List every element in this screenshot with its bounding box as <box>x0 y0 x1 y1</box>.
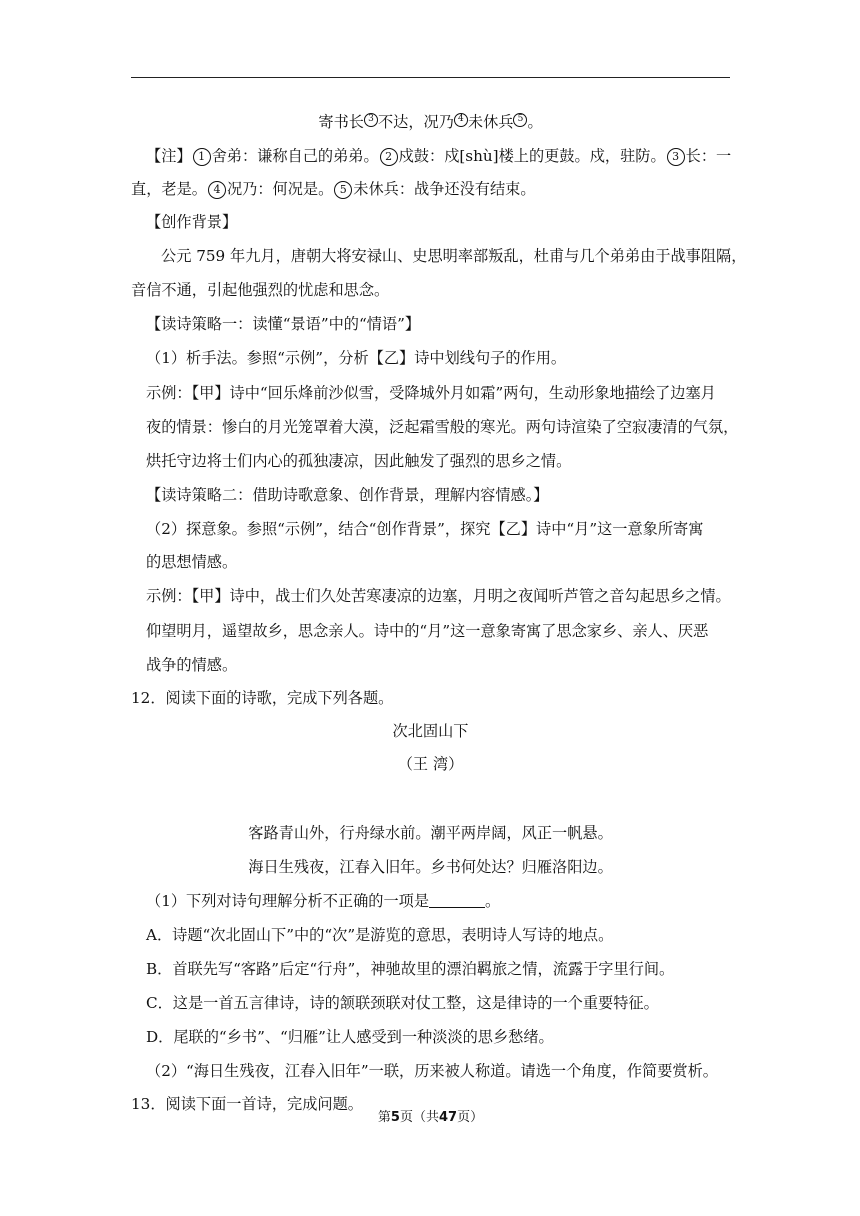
page-number: 5 <box>390 1110 400 1125</box>
note-marker-2: 2 <box>380 148 398 166</box>
strategy1-heading: 【读诗策略一：读懂“景语”中的“情语”】 <box>146 315 421 333</box>
footnote-marker-5: 5 <box>513 113 527 127</box>
header-rule <box>131 77 730 78</box>
option-b: B．首联先写“客路”后定“行舟”，神驰故里的漂泊羁旅之情，流露于字里行间。 <box>146 960 675 978</box>
strategy2-heading: 【读诗策略二：借助诗歌意象、创作背景，理解内容情感。】 <box>146 486 549 504</box>
example2-line-2: 仰望明月，遥望故乡，思念亲人。诗中的“月”这一意象寄寓了思念家乡、亲人、厌恶 <box>146 622 709 640</box>
option-c: C．这是一首五言律诗，诗的颔联颈联对仗工整，这是律诗的一个重要特征。 <box>146 994 659 1012</box>
question-12-2: （2）“海日生残夜，江春入旧年”一联，历来被人称道。请选一个角度，作简要赏析。 <box>146 1062 718 1080</box>
example2-line-3: 战争的情感。 <box>146 656 238 674</box>
note-marker-3: 3 <box>667 148 685 166</box>
background-paragraph-line-1: 公元 759 年九月，唐朝大将安禄山、史思明率部叛乱，杜甫与几个弟弟由于战事阻隔， <box>161 247 747 265</box>
example1-line-1: 示例：【甲】诗中“回乐烽前沙似雪，受降城外月如霜”两句，生动形象地描绘了边塞月 <box>146 384 716 402</box>
notes-line-2: 直，老是。 4 况乃：何况是。 5 未休兵：战争还没有结束。 <box>131 180 536 198</box>
note-marker-4: 4 <box>208 181 226 199</box>
poem-closing-line: 寄书长 3 不达，况乃 4 未休兵 5 。 <box>318 113 543 131</box>
question-1: （1）析手法。参照“示例”，分析【乙】诗中划线句子的作用。 <box>146 349 567 367</box>
example1-line-2: 夜的情景：惨白的月光笼罩着大漠，泛起霜雪般的寒光。两句诗渲染了空寂凄清的气氛， <box>146 418 739 436</box>
question-13: 13．阅读下面一首诗，完成问题。 <box>131 1095 363 1113</box>
footnote-marker-3: 3 <box>364 113 378 127</box>
question-2-line-2: 的思想情感。 <box>146 553 238 571</box>
background-heading: 【创作背景】 <box>146 213 238 231</box>
question-2-line-1: （2）探意象。参照“示例”，结合“创作背景”，探究【乙】诗中“月”这一意象所寄寓 <box>146 520 704 538</box>
poem-line-1: 客路青山外，行舟绿水前。潮平两岸阔，风正一帆悬。 <box>248 824 613 842</box>
footnote-marker-4: 4 <box>454 113 468 127</box>
example1-line-3: 烘托守边将士们内心的孤独凄凉，因此触发了强烈的思乡之情。 <box>146 452 572 470</box>
notes-line-1: 【注】 1 舍弟：谦称自己的弟弟。 2 戍鼓：戍[shù]楼上的更鼓。戍，驻防。 3 长：一 <box>146 147 732 165</box>
background-paragraph-line-2: 音信不通，引起他强烈的忧虑和思念。 <box>131 281 390 299</box>
example2-line-1: 示例：【甲】诗中，战士们久处苦寒凄凉的边塞，月明之夜闻听芦管之音勾起思乡之情。 <box>146 587 731 605</box>
page-total: 47 <box>438 1110 458 1125</box>
page-footer: 第5页（共47页） <box>377 1110 484 1125</box>
note-marker-5: 5 <box>334 181 352 199</box>
answer-blank <box>429 893 485 908</box>
poem-author: （王 湾） <box>397 755 464 773</box>
question-12: 12．阅读下面的诗歌，完成下列各题。 <box>131 689 394 707</box>
note-marker-1: 1 <box>193 148 211 166</box>
option-d: D．尾联的“乡书”、“归雁”让人感受到一种淡淡的思乡愁绪。 <box>146 1028 554 1046</box>
option-a: A．诗题“次北固山下”中的“次”是游览的意思，表明诗人写诗的地点。 <box>146 926 614 944</box>
poem-line-2: 海日生残夜，江春入旧年。乡书何处达？归雁洛阳边。 <box>248 858 613 876</box>
question-12-1: （1）下列对诗句理解分析不正确的一项是 。 <box>146 892 501 910</box>
poem-title: 次北固山下 <box>392 722 469 740</box>
